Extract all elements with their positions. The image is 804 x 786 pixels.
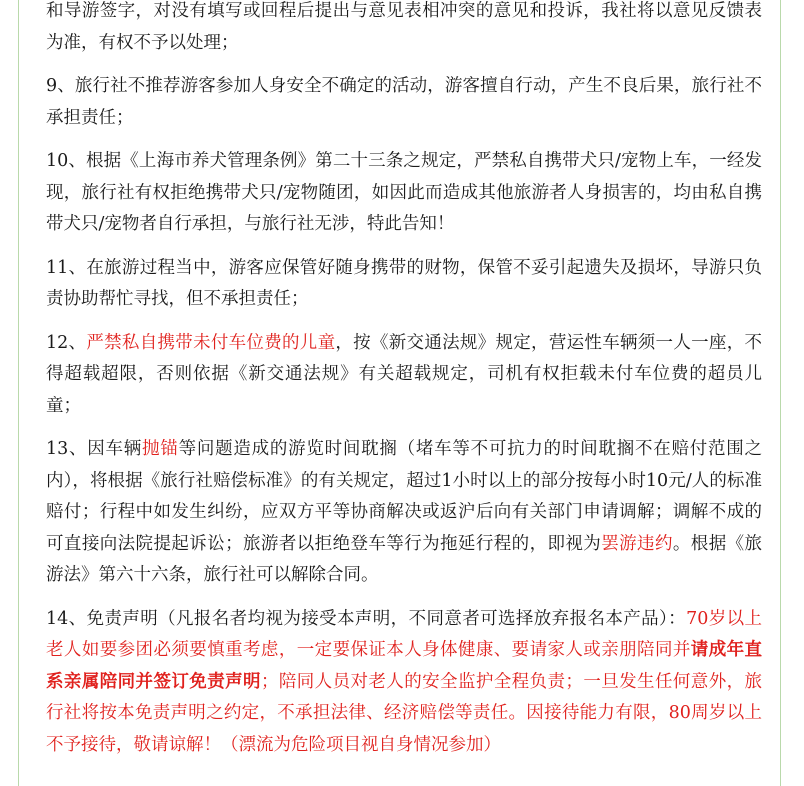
p13-part2: 等问题造成的游览时间耽搁（堵车等不可抗力的时间耽搁不在赔付范围之内），将根据《旅行社赔偿标准》的有关规定，超过1小时以上的部分按每小时10元/人的标准赔付；行程中如发生纠纷，应双方平等协商解决或返沪后向有关部门申请调解；调解不成的可直接向法院提起诉讼；旅游者以拒绝登车等行为拖延行程的，即视为 — [46, 439, 762, 554]
p14-red-rest: ；陪同人员对老人的安全监护全程负责；一旦发生任何意外，旅行社将按本免责声明之约定，不承担法律、经济赔偿等责任。因接待能力有限，80周岁以上不予接待，敬请谅解！（漂流为危险项目视自身情况参加） — [46, 671, 763, 755]
p14-red-bold-waiver: 请成年直系亲属陪同并签订免责声明 — [46, 640, 763, 692]
p12-red-warning: 严禁私自携带未付车位费的儿童 — [86, 332, 336, 353]
paragraph-13 — [46, 434, 762, 592]
p13-part3: 。根据《旅游法》第六十六条，旅行社可以解除合同。 — [46, 533, 763, 585]
frame-right-border — [780, 0, 781, 786]
paragraph-12 — [46, 328, 762, 423]
p12-body: ，按《新交通法规》规定，营运性车辆须一人一座，不得超载超限，否则依据《新交通法规》有关超载规定，司机有权拒载未付车位费的超员儿童； — [46, 332, 762, 416]
p13-part1: 13、因车辆 — [46, 439, 143, 459]
p14-red-elderly: 70岁以上老人如要参团必须要慎重考虑，一定要保证本人身体健康、要请家人或亲朋陪同并 — [46, 608, 763, 660]
paragraph-9: 9、旅行社不推荐游客参加人身安全不确定的活动，游客擅自行动，产生不良后果，旅行社不承担责任； — [46, 76, 762, 128]
paragraph-10: 10、根据《上海市养犬管理条例》第二十三条之规定，严禁私自携带犬只/宠物上车，一经发现，旅行社有权拒绝携带犬只/宠物随团，如因此而造成其他旅游者人身损害的，均由私自携带犬只/宠物者自行承担，与旅行社无涉，特此告知！ — [46, 151, 762, 234]
p13-red-breakdown: 抛锚 — [142, 439, 179, 459]
p14-intro: 14、免责声明（凡报名者均视为接受本声明，不同意者可选择放弃报名本产品）： — [46, 608, 687, 629]
paragraph-14-disclaimer — [46, 604, 762, 762]
terms-content — [46, 0, 762, 761]
frame-left-border — [18, 0, 19, 786]
p13-red-breach: 罢游违约 — [601, 533, 673, 554]
paragraph-8-continuation: 和导游签字，对没有填写或回程后提出与意见表相冲突的意见和投诉，我社将以意见反馈表为准，有权不予以处理； — [46, 1, 762, 53]
p12-prefix: 12、 — [46, 332, 87, 353]
paragraph-11: 11、在旅游过程当中，游客应保管好随身携带的财物，保管不妥引起遗失及损坏，导游只负责协助帮忙寻找，但不承担责任； — [46, 257, 762, 309]
